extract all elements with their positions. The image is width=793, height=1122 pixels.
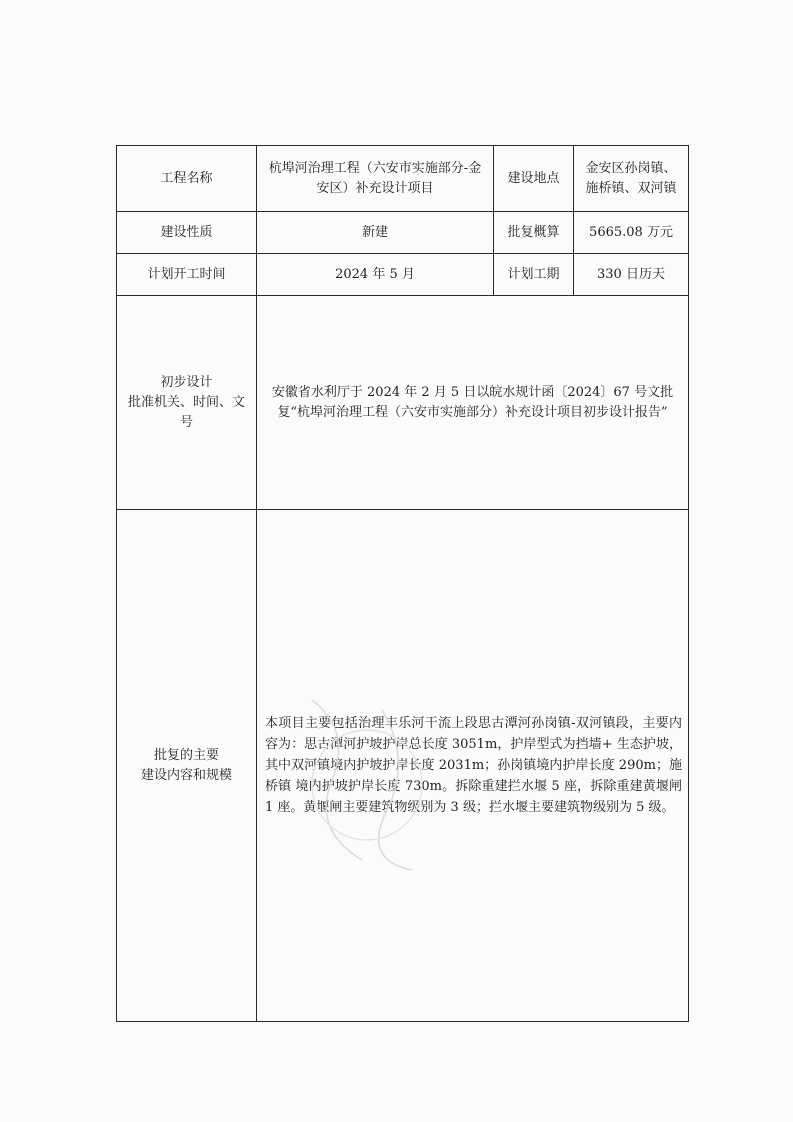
table-row (117, 146, 689, 212)
project-info-table (116, 145, 689, 1022)
table-row (117, 254, 689, 296)
nature-value: 新建 (257, 212, 494, 254)
scope-value: 本项目主要包括治理丰乐河干流上段思古潭河孙岗镇-双河镇段，主要内容为：思古潭河护坡护岸总长度 3051m，护岸型式为挡墙+ 生态护坡，其中双河镇境内护坡护岸长度 2031m；孙岗镇境内护岸长度 290m；施桥镇 境内护坡护岸长度 730m。拆除重建拦水堰 5 座，拆除重建黄堰闸 1 座。黄堰闸主要建筑物级别为 3 级；拦水堰主要建筑物级别为 5 级。 (257, 510, 689, 1022)
duration-value: 330 日历天 (574, 254, 689, 296)
table-row (117, 212, 689, 254)
start-time-label: 计划开工时间 (117, 254, 257, 296)
location-value: 金安区孙岗镇、施桥镇、双河镇 (574, 146, 689, 212)
location-label: 建设地点 (494, 146, 574, 212)
duration-label: 计划工期 (494, 254, 574, 296)
budget-label: 批复概算 (494, 212, 574, 254)
nature-label: 建设性质 (117, 212, 257, 254)
budget-value: 5665.08 万元 (574, 212, 689, 254)
approval-value: 安徽省水利厅于 2024 年 2 月 5 日以皖水规计函〔2024〕67 号文批复“杭埠河治理工程（六安市实施部分）补充设计项目初步设计报告” (257, 296, 689, 510)
table-row (117, 510, 689, 1022)
scope-label-line1: 批复的主要 (153, 747, 219, 763)
start-time-value: 2024 年 5 月 (257, 254, 494, 296)
scope-label (117, 510, 257, 1022)
approval-label-line1: 初步设计 (160, 374, 213, 390)
scope-label-line2: 建设内容和规模 (140, 767, 232, 783)
table-row (117, 296, 689, 510)
approval-label (117, 296, 257, 510)
project-name-label: 工程名称 (117, 146, 257, 212)
approval-label-line2: 批准机关、时间、文号 (127, 394, 245, 430)
project-name-value: 杭埠河治理工程（六安市实施部分-金安区）补充设计项目 (257, 146, 494, 212)
